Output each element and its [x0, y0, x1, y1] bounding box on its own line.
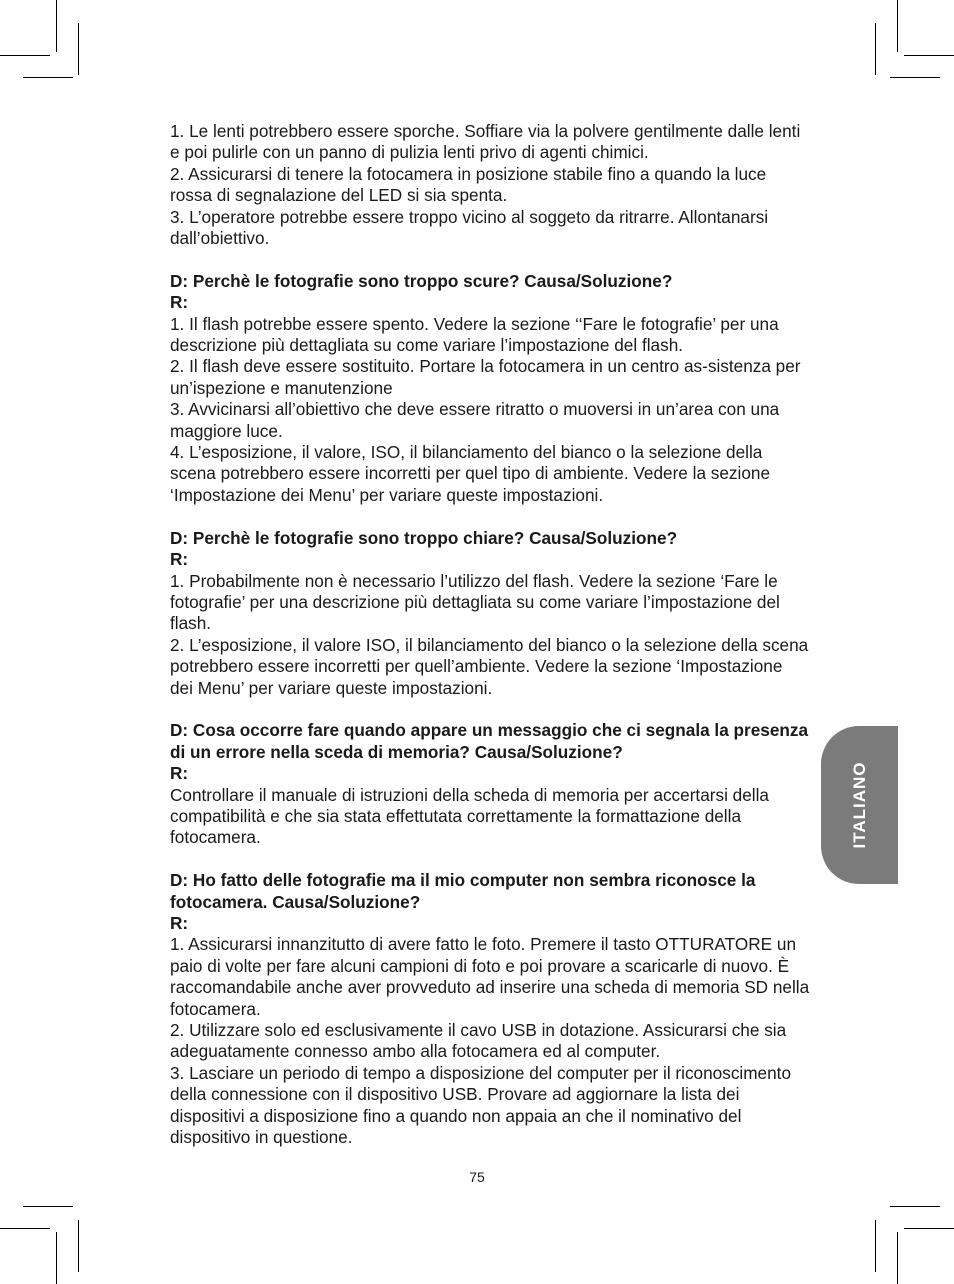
paragraph-gap	[170, 849, 810, 870]
crop-mark-bottom-left-h2	[23, 1206, 73, 1207]
crop-mark-top-right-h	[904, 55, 954, 56]
faq-question: D: Perchè le fotografie sono troppo chiare? Causa/Soluzione?	[170, 527, 678, 548]
crop-mark-top-right-h2	[890, 77, 940, 78]
language-tab-label: ITALIANO	[849, 761, 869, 849]
page-number: 75	[469, 1169, 485, 1185]
crop-mark-bottom-left-v1	[56, 1232, 57, 1284]
paragraph-gap	[170, 249, 810, 270]
crop-mark-top-left-v2	[78, 23, 79, 75]
faq-answer-text: 2. Il flash deve essere sostituito. Portare la fotocamera in un centro as-sistenza per un’ispezione e manutenzione	[170, 356, 801, 398]
crop-mark-bottom-right-v2	[875, 1220, 876, 1272]
faq-answer-text: 3. Lasciare un periodo di tempo a disposizione del computer per il riconoscimento della connessione con il dispositivo USB. Provare ad aggiornare la lista dei dispositivi a disposizione fino a quando non appaia an che il nominativo del dispositivo in questione.	[170, 1062, 791, 1148]
crop-mark-top-right-v2	[875, 23, 876, 75]
faq-answer-text: 3. Avvicinarsi all’obiettivo che deve essere ritratto o muoversi in un’area con una maggiore luce.	[170, 399, 780, 441]
faq-answer-text: 1. Le lenti potrebbero essere sporche. Soffiare via la polvere gentilmente dalle lenti e poi pulirle con un panno di pulizia lenti privo di agenti chimici.	[170, 121, 801, 163]
faq-answer-text: 1. Probabilmente non è necessario l’utilizzo del flash. Vedere la sezione ‘Fare le fotografie’ per una descrizione più dettagliata su come variare l’impostazione del flash.	[170, 570, 780, 634]
faq-answer-text: 2. Assicurarsi di tenere la fotocamera in posizione stabile fino a quando la luce rossa di segnalazione del LED si sia spenta.	[170, 163, 767, 206]
faq-question: R:	[170, 912, 189, 933]
faq-question: D: Cosa occorre fare quando appare un messaggio che ci segnala la presenza di un errore nella sceda di memoria? Causa/Soluzione?	[170, 720, 809, 762]
faq-answer-text: 1. Assicurarsi innanzitutto di avere fatto le foto. Premere il tasto OTTURATORE un paio di volte per fare alcuni campioni di foto e poi provare a scaricarle di nuovo. È raccomandabile anche aver provveduto ad inserire una scheda di memoria SD nella fotocamera.	[170, 934, 810, 1019]
crop-mark-top-left-h2	[23, 77, 73, 78]
document-body	[170, 121, 810, 1148]
crop-mark-bottom-right-h	[904, 1228, 954, 1229]
faq-answer-text: 3. L’operatore potrebbe essere troppo vicino al soggeto da ritrarre. Allontanarsi dall’obiettivo.	[170, 206, 769, 249]
faq-question: R:	[170, 549, 189, 570]
crop-mark-top-right-v1	[897, 0, 898, 52]
crop-mark-top-left-h	[0, 55, 50, 56]
language-side-tab	[821, 726, 898, 884]
crop-mark-bottom-right-h2	[890, 1206, 940, 1207]
faq-answer-text: 2. Utilizzare solo ed esclusivamente il cavo USB in dotazione. Assicurarsi che sia adeguatamente connesso ambo alla fotocamera ed al computer.	[170, 1020, 787, 1062]
faq-question: D: Ho fatto delle fotografie ma il mio computer non sembra riconosce la fotocamera. Causa/Soluzione?	[170, 870, 756, 912]
faq-answer-text: 2. L’esposizione, il valore ISO, il bilanciamento del bianco o la selezione della scena potrebbero essere incorretti per quell’ambiente. Vedere la sezione ‘Impostazione dei Menu’ per variare queste impostazioni.	[170, 634, 809, 698]
faq-question: R:	[170, 292, 189, 313]
paragraph-gap	[170, 506, 810, 527]
faq-question: D: Perchè le fotografie sono troppo scure? Causa/Soluzione?	[170, 270, 673, 291]
paragraph-gap	[170, 699, 810, 720]
crop-mark-bottom-left-h	[0, 1228, 50, 1229]
faq-answer-text: 1. Il flash potrebbe essere spento. Vedere la sezione ‘‘Fare le fotografie’ per una descrizione più dettagliata su come variare l’impostazione del flash.	[170, 313, 779, 356]
crop-mark-bottom-right-v1	[897, 1232, 898, 1284]
faq-answer-text: Controllare il manuale di istruzioni della scheda di memoria per accertarsi della compatibilità e che sia stata effettutata correttamente la formattazione della fotocamera.	[170, 784, 769, 848]
crop-mark-bottom-left-v2	[78, 1220, 79, 1272]
crop-mark-top-left-v1	[56, 0, 57, 52]
faq-question: R:	[170, 763, 189, 784]
faq-answer-text: 4. L’esposizione, il valore, ISO, il bilanciamento del bianco o la selezione della scena potrebbero essere incorretti per quel tipo di ambiente. Vedere la sezione ‘Impostazione dei Menu’ per variare queste impostazioni.	[170, 442, 771, 505]
